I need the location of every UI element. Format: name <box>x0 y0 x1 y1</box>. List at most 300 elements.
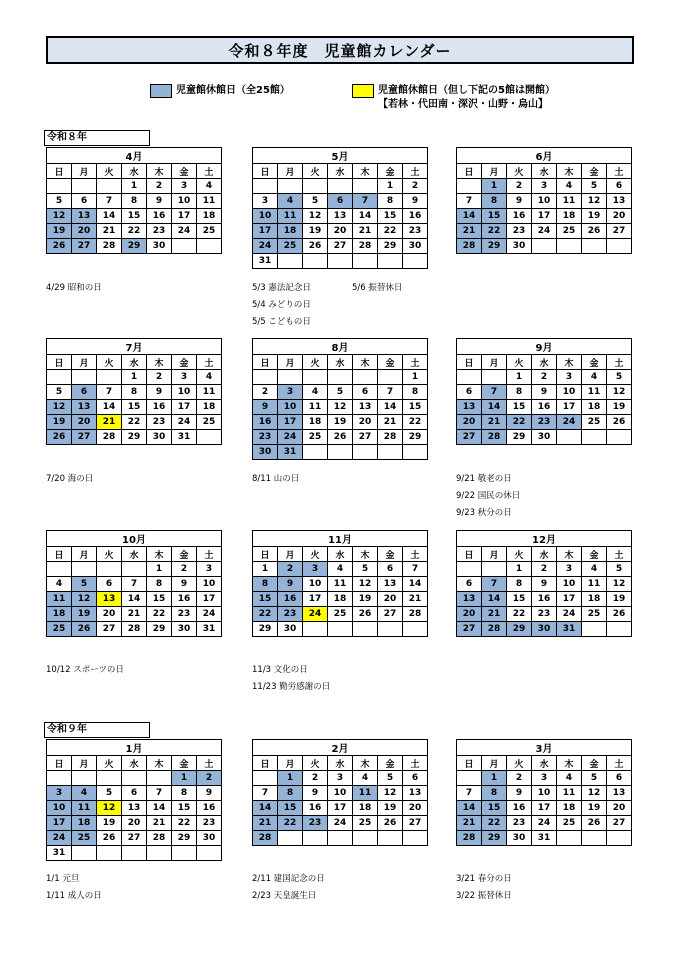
weekday-header: 水 <box>532 355 557 370</box>
day-cell: 29 <box>147 622 172 637</box>
day-cell: 8 <box>403 385 428 400</box>
day-cell: 16 <box>403 209 428 224</box>
day-cell: 8 <box>278 786 303 801</box>
day-cell: 19 <box>328 415 353 430</box>
day-cell: 20 <box>378 592 403 607</box>
day-cell: 1 <box>147 562 172 577</box>
day-cell: 16 <box>147 400 172 415</box>
day-cell: 4 <box>557 179 582 194</box>
day-cell: 19 <box>582 209 607 224</box>
day-cell: 22 <box>507 415 532 430</box>
empty-cell <box>172 846 197 861</box>
day-cell: 15 <box>278 801 303 816</box>
day-cell: 11 <box>47 592 72 607</box>
day-cell: 24 <box>557 415 582 430</box>
day-cell: 2 <box>147 370 172 385</box>
day-cell: 25 <box>47 622 72 637</box>
weekday-header: 金 <box>378 756 403 771</box>
day-cell: 17 <box>253 224 278 239</box>
empty-cell <box>253 771 278 786</box>
empty-cell <box>47 562 72 577</box>
day-cell: 21 <box>482 415 507 430</box>
day-cell: 21 <box>147 816 172 831</box>
day-cell: 5 <box>607 370 632 385</box>
day-cell: 27 <box>607 816 632 831</box>
day-cell: 1 <box>482 179 507 194</box>
empty-cell <box>47 179 72 194</box>
month-calendar <box>456 338 632 445</box>
holiday-list <box>46 471 93 488</box>
day-cell: 17 <box>172 209 197 224</box>
empty-cell <box>582 430 607 445</box>
day-cell: 15 <box>507 400 532 415</box>
empty-cell <box>378 370 403 385</box>
day-cell: 25 <box>582 607 607 622</box>
weekday-header: 月 <box>278 355 303 370</box>
day-cell: 28 <box>253 831 278 846</box>
day-cell: 18 <box>353 801 378 816</box>
empty-cell <box>557 239 582 254</box>
weekday-header: 金 <box>378 547 403 562</box>
empty-cell <box>353 622 378 637</box>
day-cell: 22 <box>507 607 532 622</box>
weekday-header: 日 <box>47 164 72 179</box>
day-cell: 27 <box>97 622 122 637</box>
day-cell: 6 <box>97 577 122 592</box>
weekday-header: 土 <box>197 756 222 771</box>
day-cell: 4 <box>582 562 607 577</box>
day-cell: 10 <box>172 385 197 400</box>
day-cell: 25 <box>197 415 222 430</box>
day-cell: 2 <box>172 562 197 577</box>
empty-cell <box>303 445 328 460</box>
empty-cell <box>557 430 582 445</box>
holiday-item: 8/11 山の日 <box>252 474 300 484</box>
day-cell: 15 <box>378 209 403 224</box>
day-cell: 26 <box>47 239 72 254</box>
holiday-item: 4/29 昭和の日 <box>46 283 102 293</box>
day-cell: 26 <box>353 607 378 622</box>
day-cell: 6 <box>457 577 482 592</box>
weekday-header: 木 <box>353 547 378 562</box>
day-cell: 5 <box>47 194 72 209</box>
day-cell: 26 <box>378 816 403 831</box>
day-cell: 23 <box>403 224 428 239</box>
day-cell: 27 <box>378 607 403 622</box>
day-cell: 8 <box>122 194 147 209</box>
month-calendar <box>252 147 428 269</box>
day-cell: 18 <box>328 592 353 607</box>
month-title: 10月 <box>47 531 222 547</box>
day-cell: 3 <box>328 771 353 786</box>
day-cell: 30 <box>147 239 172 254</box>
day-cell: 19 <box>72 607 97 622</box>
day-cell: 23 <box>507 816 532 831</box>
day-cell: 19 <box>607 400 632 415</box>
weekday-header: 金 <box>172 756 197 771</box>
holiday-item: 9/21 敬老の日 <box>456 474 512 484</box>
day-cell: 7 <box>97 385 122 400</box>
day-cell: 5 <box>582 179 607 194</box>
weekday-header: 火 <box>507 547 532 562</box>
holiday-item: 11/23 勤労感謝の日 <box>252 682 331 692</box>
day-cell: 17 <box>557 400 582 415</box>
day-cell: 17 <box>47 816 72 831</box>
weekday-header: 土 <box>403 756 428 771</box>
day-cell: 25 <box>328 607 353 622</box>
day-cell: 22 <box>482 224 507 239</box>
day-cell: 17 <box>532 209 557 224</box>
empty-cell <box>403 445 428 460</box>
day-cell: 6 <box>72 194 97 209</box>
day-cell: 4 <box>47 577 72 592</box>
weekday-header: 金 <box>172 547 197 562</box>
day-cell: 26 <box>582 816 607 831</box>
empty-cell <box>607 239 632 254</box>
day-cell: 3 <box>172 370 197 385</box>
day-cell: 27 <box>353 430 378 445</box>
day-cell: 11 <box>582 577 607 592</box>
day-cell: 13 <box>457 592 482 607</box>
day-cell: 26 <box>97 831 122 846</box>
day-cell: 28 <box>457 239 482 254</box>
weekday-header: 月 <box>482 547 507 562</box>
day-cell: 9 <box>147 194 172 209</box>
day-cell: 17 <box>532 801 557 816</box>
weekday-header: 土 <box>607 355 632 370</box>
day-cell: 13 <box>607 786 632 801</box>
empty-cell <box>457 370 482 385</box>
weekday-header: 火 <box>97 355 122 370</box>
day-cell: 7 <box>122 577 147 592</box>
day-cell: 9 <box>278 577 303 592</box>
day-cell: 29 <box>507 622 532 637</box>
empty-cell <box>97 846 122 861</box>
day-cell: 21 <box>353 224 378 239</box>
day-cell: 7 <box>353 194 378 209</box>
day-cell: 8 <box>507 385 532 400</box>
day-cell: 12 <box>378 786 403 801</box>
day-cell: 19 <box>303 224 328 239</box>
day-cell: 15 <box>122 400 147 415</box>
day-cell: 8 <box>147 577 172 592</box>
weekday-header: 金 <box>582 547 607 562</box>
day-cell: 7 <box>97 194 122 209</box>
weekday-header: 木 <box>147 355 172 370</box>
holiday-item: 3/21 春分の日 <box>456 874 512 884</box>
day-cell: 7 <box>457 194 482 209</box>
day-cell: 12 <box>47 209 72 224</box>
weekday-header: 火 <box>303 547 328 562</box>
empty-cell <box>403 622 428 637</box>
day-cell: 21 <box>457 816 482 831</box>
day-cell: 27 <box>607 224 632 239</box>
weekday-header: 木 <box>557 756 582 771</box>
day-cell: 4 <box>278 194 303 209</box>
weekday-header: 土 <box>607 547 632 562</box>
day-cell: 22 <box>403 415 428 430</box>
day-cell: 4 <box>197 179 222 194</box>
day-cell: 15 <box>403 400 428 415</box>
weekday-header: 金 <box>378 355 403 370</box>
day-cell: 22 <box>172 816 197 831</box>
day-cell: 8 <box>378 194 403 209</box>
empty-cell <box>72 846 97 861</box>
weekday-header: 土 <box>607 164 632 179</box>
holiday-list <box>252 662 330 696</box>
empty-cell <box>353 254 378 269</box>
day-cell: 12 <box>72 592 97 607</box>
day-cell: 15 <box>482 209 507 224</box>
day-cell: 2 <box>253 385 278 400</box>
month-title: 1月 <box>47 740 222 756</box>
day-cell: 6 <box>353 385 378 400</box>
day-cell: 9 <box>507 786 532 801</box>
day-cell: 1 <box>122 179 147 194</box>
day-cell: 18 <box>197 400 222 415</box>
day-cell: 10 <box>278 400 303 415</box>
weekday-header: 土 <box>403 547 428 562</box>
weekday-header: 火 <box>303 355 328 370</box>
empty-cell <box>47 370 72 385</box>
day-cell: 20 <box>97 607 122 622</box>
day-cell: 4 <box>353 771 378 786</box>
day-cell: 26 <box>582 224 607 239</box>
day-cell: 30 <box>403 239 428 254</box>
day-cell: 17 <box>172 400 197 415</box>
day-cell: 12 <box>353 577 378 592</box>
weekday-header: 土 <box>403 164 428 179</box>
empty-cell <box>72 562 97 577</box>
weekday-header: 金 <box>172 164 197 179</box>
day-cell: 23 <box>303 816 328 831</box>
month-title: 11月 <box>253 531 428 547</box>
weekday-header: 土 <box>607 756 632 771</box>
weekday-header: 水 <box>328 355 353 370</box>
empty-cell <box>328 622 353 637</box>
day-cell: 18 <box>557 801 582 816</box>
day-cell: 19 <box>582 801 607 816</box>
day-cell: 17 <box>197 592 222 607</box>
day-cell: 8 <box>172 786 197 801</box>
empty-cell <box>278 254 303 269</box>
day-cell: 1 <box>172 771 197 786</box>
day-cell: 20 <box>607 801 632 816</box>
day-cell: 16 <box>172 592 197 607</box>
day-cell: 1 <box>378 179 403 194</box>
day-cell: 5 <box>47 385 72 400</box>
weekday-header: 金 <box>582 756 607 771</box>
day-cell: 1 <box>278 771 303 786</box>
day-cell: 11 <box>557 786 582 801</box>
day-cell: 1 <box>253 562 278 577</box>
weekday-header: 火 <box>97 164 122 179</box>
holiday-item: 10/12 スポーツの日 <box>46 665 124 675</box>
day-cell: 21 <box>97 224 122 239</box>
day-cell: 28 <box>353 239 378 254</box>
empty-cell <box>97 771 122 786</box>
day-cell: 27 <box>457 430 482 445</box>
day-cell: 28 <box>403 607 428 622</box>
day-cell: 29 <box>482 831 507 846</box>
day-cell: 7 <box>253 786 278 801</box>
day-cell: 9 <box>147 385 172 400</box>
day-cell: 12 <box>607 385 632 400</box>
day-cell: 1 <box>403 370 428 385</box>
weekday-header: 日 <box>253 164 278 179</box>
day-cell: 2 <box>403 179 428 194</box>
weekday-header: 日 <box>457 355 482 370</box>
day-cell: 6 <box>328 194 353 209</box>
day-cell: 31 <box>253 254 278 269</box>
day-cell: 3 <box>47 786 72 801</box>
legend-blue-swatch <box>150 84 172 98</box>
day-cell: 9 <box>403 194 428 209</box>
day-cell: 14 <box>378 400 403 415</box>
day-cell: 17 <box>328 801 353 816</box>
weekday-header: 月 <box>482 355 507 370</box>
month-title: 7月 <box>47 339 222 355</box>
day-cell: 5 <box>582 771 607 786</box>
day-cell: 26 <box>72 622 97 637</box>
day-cell: 30 <box>147 430 172 445</box>
day-cell: 25 <box>278 239 303 254</box>
empty-cell <box>353 179 378 194</box>
weekday-header: 木 <box>353 756 378 771</box>
holiday-item: 1/1 元旦 <box>46 874 80 884</box>
day-cell: 26 <box>328 430 353 445</box>
month-calendar <box>46 530 222 637</box>
month-title: 12月 <box>457 531 632 547</box>
weekday-header: 月 <box>278 164 303 179</box>
empty-cell <box>607 622 632 637</box>
day-cell: 11 <box>328 577 353 592</box>
day-cell: 16 <box>532 400 557 415</box>
empty-cell <box>328 831 353 846</box>
day-cell: 20 <box>353 415 378 430</box>
year-label-r8: 令和８年 <box>44 130 150 146</box>
legend-blue-label: 児童館休館日（全25館） <box>176 85 290 96</box>
weekday-header: 火 <box>303 756 328 771</box>
day-cell: 29 <box>507 430 532 445</box>
day-cell: 5 <box>328 385 353 400</box>
legend-yellow-label: 児童館休館日（但し下記の5館は開館） <box>378 85 555 96</box>
day-cell: 10 <box>532 786 557 801</box>
empty-cell <box>147 771 172 786</box>
day-cell: 27 <box>72 239 97 254</box>
holiday-list <box>456 471 520 522</box>
holiday-item: 5/5 こどもの日 <box>252 317 311 327</box>
weekday-header: 金 <box>582 355 607 370</box>
day-cell: 21 <box>97 415 122 430</box>
day-cell: 20 <box>72 224 97 239</box>
day-cell: 25 <box>557 816 582 831</box>
day-cell: 16 <box>532 592 557 607</box>
day-cell: 10 <box>532 194 557 209</box>
day-cell: 10 <box>557 577 582 592</box>
day-cell: 2 <box>507 771 532 786</box>
weekday-header: 土 <box>197 164 222 179</box>
day-cell: 3 <box>532 179 557 194</box>
holiday-list <box>252 471 299 488</box>
empty-cell <box>353 831 378 846</box>
holiday-list <box>252 280 311 331</box>
day-cell: 17 <box>278 415 303 430</box>
day-cell: 13 <box>353 400 378 415</box>
day-cell: 30 <box>172 622 197 637</box>
day-cell: 14 <box>457 801 482 816</box>
weekday-header: 金 <box>378 164 403 179</box>
day-cell: 9 <box>197 786 222 801</box>
holiday-item: 5/4 みどりの日 <box>252 300 311 310</box>
day-cell: 30 <box>532 430 557 445</box>
empty-cell <box>72 771 97 786</box>
empty-cell <box>328 370 353 385</box>
day-cell: 2 <box>197 771 222 786</box>
empty-cell <box>303 622 328 637</box>
day-cell: 10 <box>557 385 582 400</box>
weekday-header: 木 <box>557 355 582 370</box>
day-cell: 2 <box>278 562 303 577</box>
empty-cell <box>47 771 72 786</box>
empty-cell <box>353 445 378 460</box>
weekday-header: 月 <box>72 164 97 179</box>
holiday-item: 2/23 天皇誕生日 <box>252 891 317 901</box>
empty-cell <box>328 179 353 194</box>
day-cell: 22 <box>278 816 303 831</box>
day-cell: 26 <box>303 239 328 254</box>
day-cell: 10 <box>253 209 278 224</box>
weekday-header: 水 <box>328 164 353 179</box>
day-cell: 2 <box>147 179 172 194</box>
month-title: 5月 <box>253 148 428 164</box>
empty-cell <box>378 445 403 460</box>
day-cell: 4 <box>303 385 328 400</box>
day-cell: 18 <box>72 816 97 831</box>
empty-cell <box>482 370 507 385</box>
legend-yellow-sub: 【若林・代田南・深沢・山野・烏山】 <box>378 99 548 110</box>
holiday-item: 9/22 国民の休日 <box>456 491 521 501</box>
day-cell: 12 <box>582 786 607 801</box>
day-cell: 23 <box>532 607 557 622</box>
day-cell: 17 <box>557 592 582 607</box>
day-cell: 2 <box>303 771 328 786</box>
weekday-header: 日 <box>457 164 482 179</box>
day-cell: 4 <box>328 562 353 577</box>
month-calendar <box>46 338 222 445</box>
day-cell: 8 <box>507 577 532 592</box>
empty-cell <box>278 831 303 846</box>
day-cell: 16 <box>147 209 172 224</box>
day-cell: 10 <box>328 786 353 801</box>
day-cell: 12 <box>582 194 607 209</box>
weekday-header: 木 <box>557 164 582 179</box>
day-cell: 21 <box>122 607 147 622</box>
empty-cell <box>328 445 353 460</box>
weekday-header: 水 <box>122 547 147 562</box>
day-cell: 6 <box>607 179 632 194</box>
empty-cell <box>582 831 607 846</box>
day-cell: 22 <box>253 607 278 622</box>
day-cell: 6 <box>607 771 632 786</box>
weekday-header: 火 <box>97 547 122 562</box>
day-cell: 28 <box>457 831 482 846</box>
day-cell: 18 <box>197 209 222 224</box>
day-cell: 14 <box>122 592 147 607</box>
day-cell: 3 <box>197 562 222 577</box>
day-cell: 9 <box>532 385 557 400</box>
empty-cell <box>582 239 607 254</box>
